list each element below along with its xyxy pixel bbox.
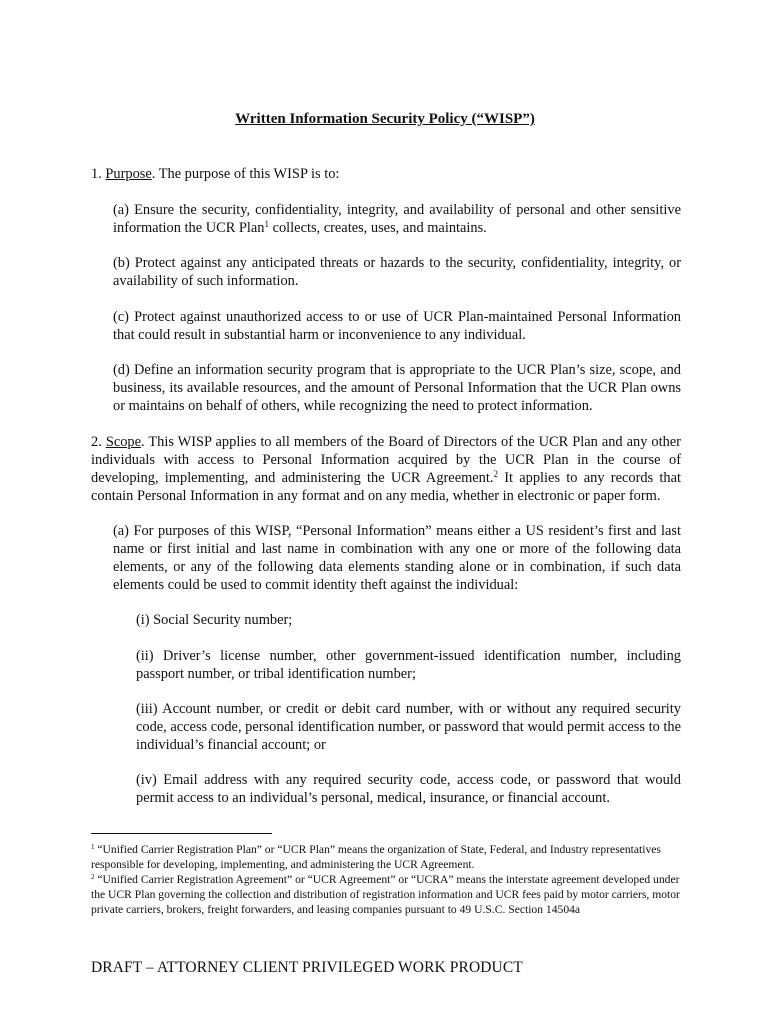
scope-subitem-iii: (iii) Account number, or credit or debit card number, with or without any required security code, access code, personal identification number, or password that would permit access to the individual’s financial account; or	[136, 701, 681, 753]
footnote-mark: 1	[91, 843, 95, 851]
purpose-item-b: (b) Protect against any anticipated threats or hazards to the security, confidentiality, integrity, or availability of such information.	[113, 255, 681, 289]
section-intro: . The purpose of this WISP is to:	[151, 166, 340, 182]
purpose-item-d: (d) Define an information security program that is appropriate to the UCR Plan’s size, scope, and business, its available resources, and the amount of Personal Information that the UCR Plan owns or maintains on behalf of others, while recognizing the need to protect information.	[113, 362, 681, 414]
scope-subitem-ii: (ii) Driver’s license number, other government-issued identification number, including passport number, or tribal identification number;	[136, 648, 681, 682]
page-footer: DRAFT – ATTORNEY CLIENT PRIVILEGED WORK PRODUCT	[91, 959, 523, 976]
section-heading: Scope	[105, 434, 141, 450]
section-number: 2.	[91, 434, 102, 450]
scope-item-a: (a) For purposes of this WISP, “Personal Information” means either a US resident’s first and last name or first initial and last name in combination with any one or more of the following data elements, or any of the following data elements standing alone or in combination, if such data elements could be used to commit identity theft against the individual:	[113, 523, 681, 593]
purpose-heading	[91, 165, 681, 183]
footnote-2: $^2$ “Unified Carrier Registration Agreement” or “UCR Agreement” or “UCRA” means the interstate agreement developed under the UCR Plan governing the collection and distribution of registration information and UCR fees paid by motor carriers, motor private carriers, brokers, freight forwarders, and leasing companies pursuant to 49 U.S.C. Section 14504a	[91, 873, 680, 916]
footnote-mark: 2	[91, 873, 95, 881]
scope-subitem-iv: (iv) Email address with any required security code, access code, or password that would permit access to an individual’s personal, medical, insurance, or financial account.	[136, 772, 681, 806]
scope-subitem-i: (i) Social Security number;	[136, 612, 293, 628]
section-heading: Purpose	[105, 166, 152, 182]
purpose-item-c: (c) Protect against unauthorized access to or use of UCR Plan-maintained Personal Information that could result in substantial harm or inconvenience to any individual.	[113, 309, 681, 343]
footnote-ref-2: 2	[493, 469, 498, 479]
scope-paragraph: 2. Scope. This WISP applies to all members of the Board of Directors of the UCR Plan and any other individuals with access to Personal Information acquired by the UCR Plan in the course of developing, implementing, and administering the UCR Agreement.$^2$ It applies to any records that contain Personal Information in any format and on any media, whether in electronic or paper form.	[91, 434, 681, 504]
footnote-separator	[91, 833, 272, 834]
footnote-ref-1: 1	[264, 219, 269, 229]
section-number: 1.	[91, 166, 102, 182]
footnote-1: $^1$ “Unified Carrier Registration Plan” or “UCR Plan” means the organization of State, Federal, and Industry representatives responsible for developing, implementing, and administering the UCR Agreement.	[91, 843, 661, 871]
page-title: Written Information Security Policy (“WISP”)	[235, 111, 535, 127]
purpose-item-a: (a) Ensure the security, confidentiality, integrity, and availability of personal and other sensitive information the UCR Plan$^1$ collects, creates, uses, and maintains.	[113, 202, 681, 236]
